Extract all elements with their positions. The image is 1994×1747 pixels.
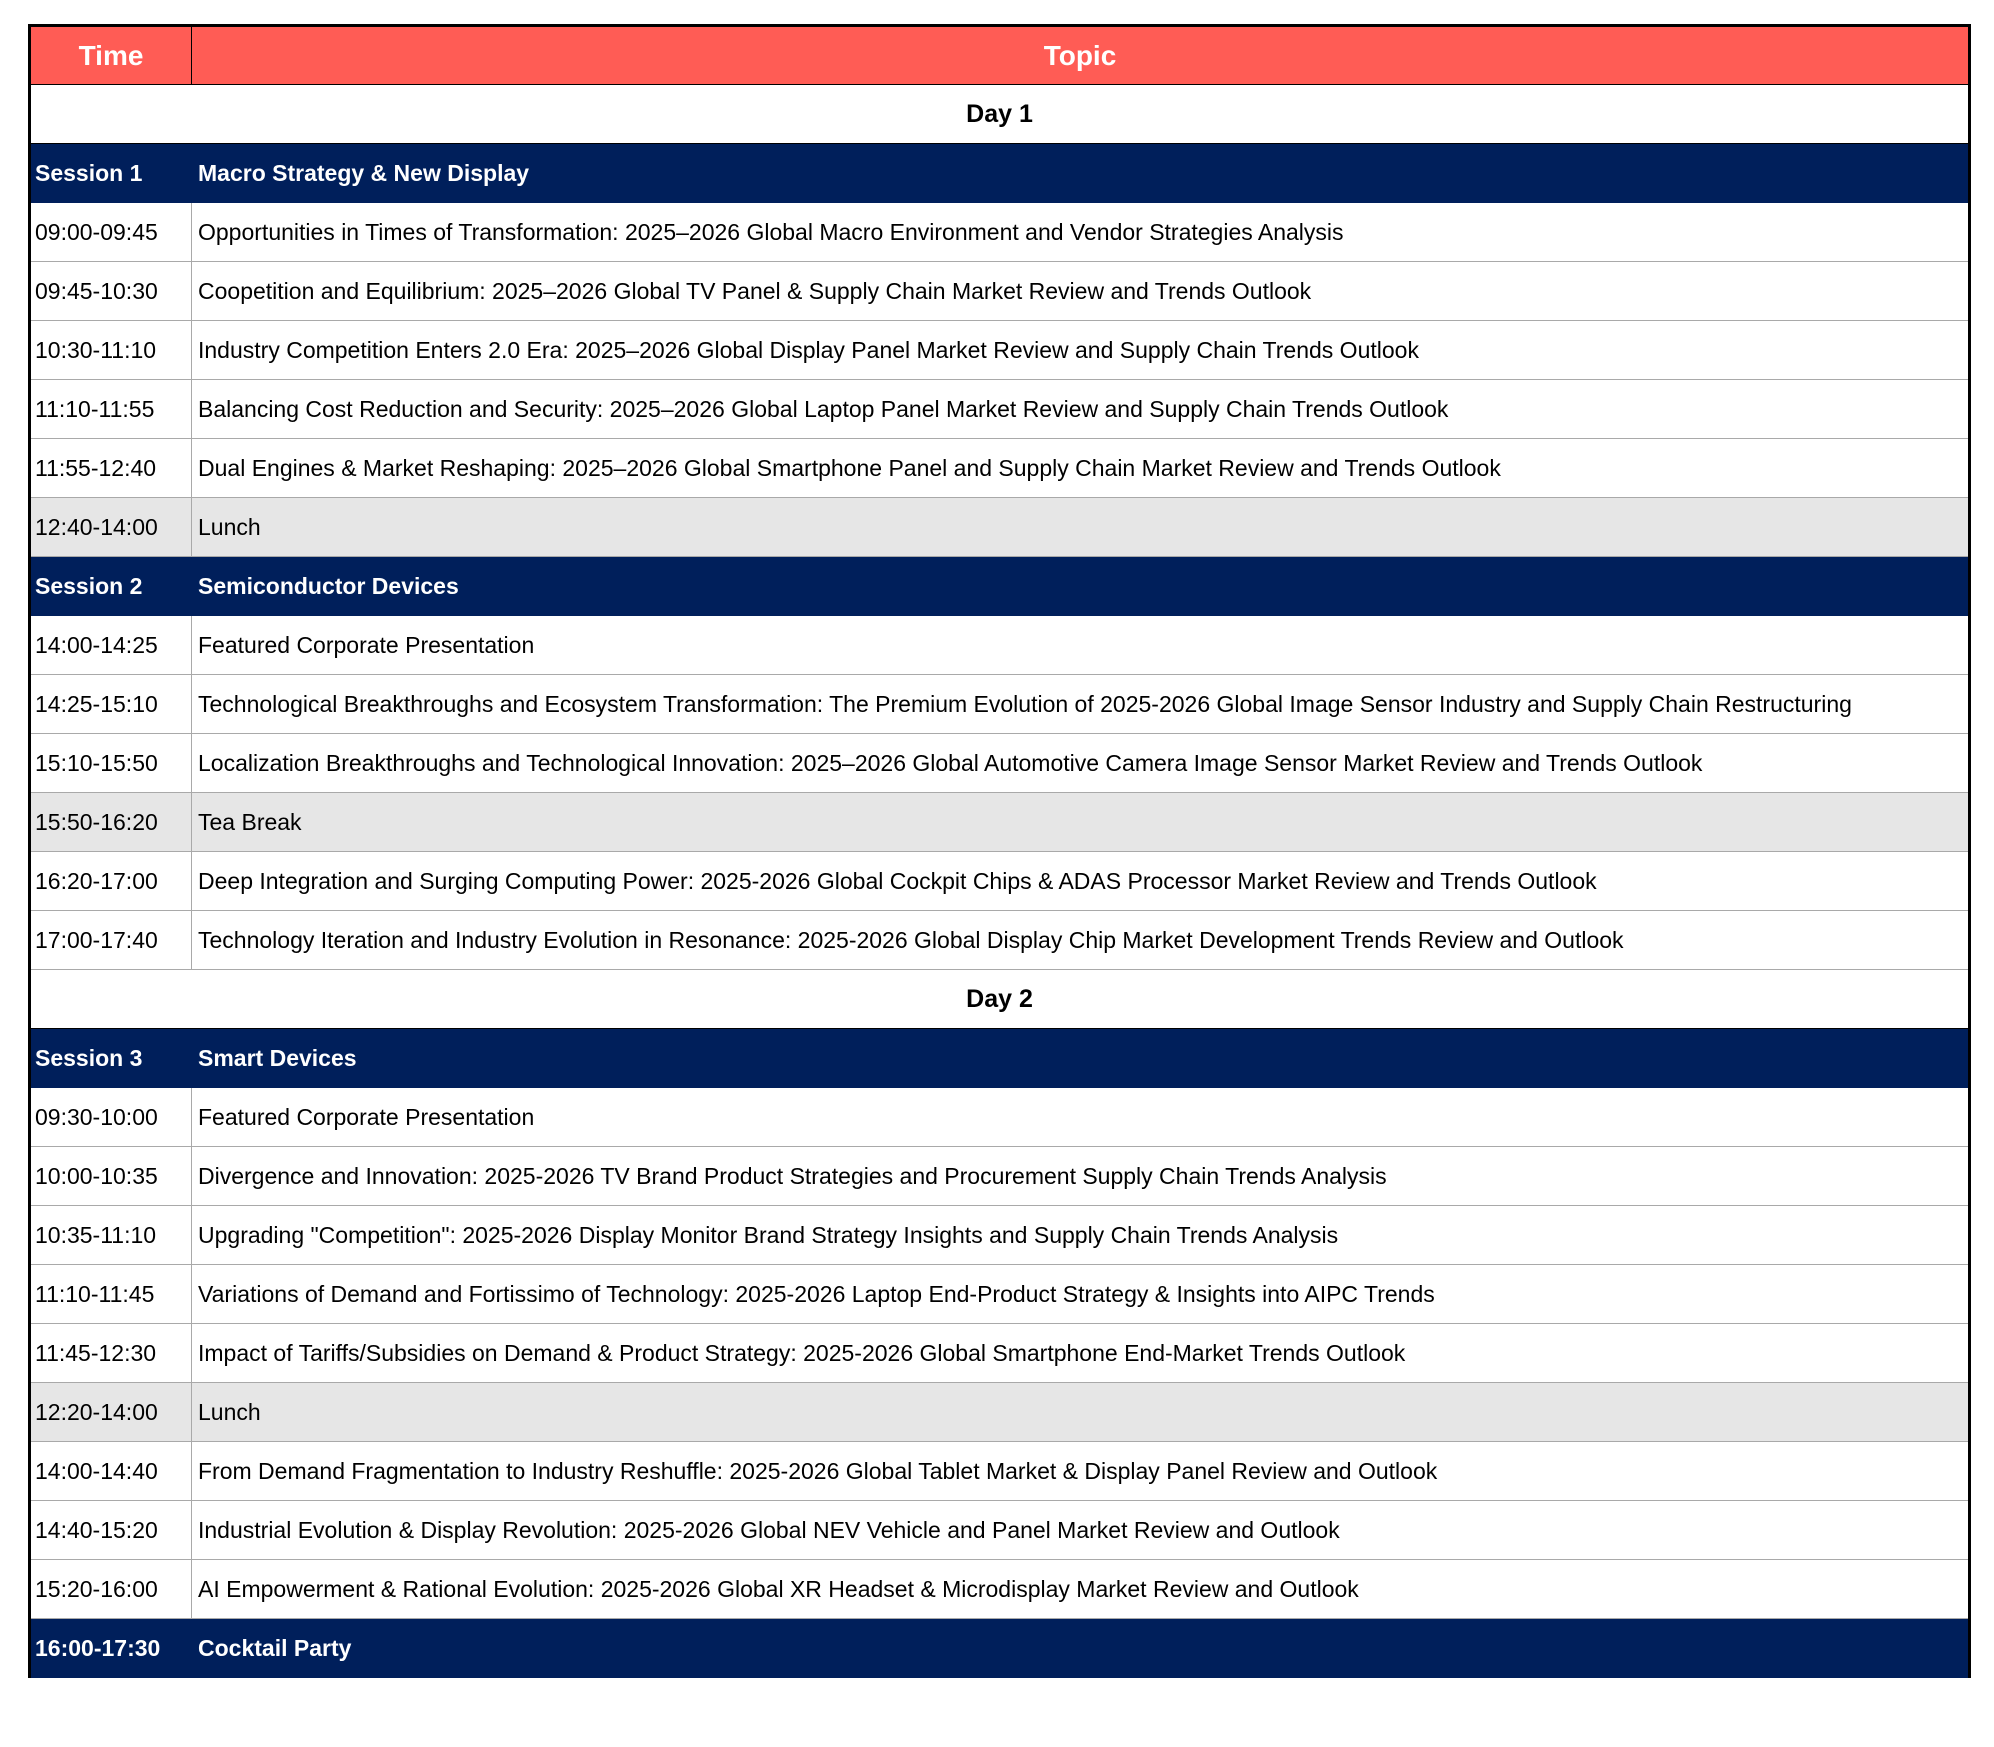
time-cell: 14:00-14:25 [30,616,192,675]
time-column-header: Time [30,26,192,85]
day-label: Day 2 [30,970,1970,1029]
session-time-cell: 16:00-17:30 [30,1619,192,1678]
session-title-cell: Smart Devices [192,1029,1970,1088]
session-time-cell: Session 1 [30,144,192,203]
break-row [30,498,1970,557]
topic-cell: Impact of Tariffs/Subsidies on Demand & Product Strategy: 2025-2026 Global Smartphone End-Market Trends Outlook [192,1324,1970,1383]
topic-cell: Industry Competition Enters 2.0 Era: 2025–2026 Global Display Panel Market Review and Supply Chain Trends Outlook [192,321,1970,380]
time-cell: 15:20-16:00 [30,1560,192,1619]
table-row [30,1560,1970,1619]
time-cell: 17:00-17:40 [30,911,192,970]
table-row [30,321,1970,380]
table-row [30,1501,1970,1560]
time-cell: 15:10-15:50 [30,734,192,793]
break-row [30,1383,1970,1442]
topic-cell: Lunch [192,1383,1970,1442]
time-cell: 14:00-14:40 [30,1442,192,1501]
session-row [30,557,1970,616]
session-title-cell: Macro Strategy & New Display [192,144,1970,203]
time-cell: 11:10-11:45 [30,1265,192,1324]
topic-column-header: Topic [192,26,1970,85]
time-cell: 11:45-12:30 [30,1324,192,1383]
day-header-row [30,970,1970,1029]
topic-cell: Industrial Evolution & Display Revolution: 2025-2026 Global NEV Vehicle and Panel Market Review and Outlook [192,1501,1970,1560]
table-row [30,1265,1970,1324]
time-cell: 16:20-17:00 [30,852,192,911]
day-label: Day 1 [30,85,1970,144]
table-row [30,439,1970,498]
topic-cell: Dual Engines & Market Reshaping: 2025–2026 Global Smartphone Panel and Supply Chain Market Review and Trends Outlook [192,439,1970,498]
table-row [30,675,1970,734]
topic-cell: Featured Corporate Presentation [192,1088,1970,1147]
session-time-cell: Session 3 [30,1029,192,1088]
time-cell: 14:40-15:20 [30,1501,192,1560]
table-row [30,380,1970,439]
day-header-row [30,85,1970,144]
topic-cell: AI Empowerment & Rational Evolution: 2025-2026 Global XR Headset & Microdisplay Market Review and Outlook [192,1560,1970,1619]
agenda-body [30,85,1970,1678]
topic-cell: Technological Breakthroughs and Ecosystem Transformation: The Premium Evolution of 2025-2026 Global Image Sensor Industry and Supply Chain Restructuring [192,675,1970,734]
table-header-row [30,26,1970,85]
time-cell: 11:10-11:55 [30,380,192,439]
table-row [30,1147,1970,1206]
agenda-table [28,24,1971,1678]
topic-cell: Opportunities in Times of Transformation: 2025–2026 Global Macro Environment and Vendor Strategies Analysis [192,203,1970,262]
topic-cell: Technology Iteration and Industry Evolution in Resonance: 2025-2026 Global Display Chip Market Development Trends Review and Outlook [192,911,1970,970]
topic-cell: Upgrading "Competition": 2025-2026 Display Monitor Brand Strategy Insights and Supply Chain Trends Analysis [192,1206,1970,1265]
topic-cell: Localization Breakthroughs and Technological Innovation: 2025–2026 Global Automotive Camera Image Sensor Market Review and Trends Outlook [192,734,1970,793]
topic-cell: Tea Break [192,793,1970,852]
session-row [30,1029,1970,1088]
time-cell: 15:50-16:20 [30,793,192,852]
time-cell: 14:25-15:10 [30,675,192,734]
table-row [30,262,1970,321]
table-row [30,203,1970,262]
session-row [30,144,1970,203]
time-cell: 12:40-14:00 [30,498,192,557]
session-row [30,1619,1970,1678]
break-row [30,793,1970,852]
time-cell: 10:00-10:35 [30,1147,192,1206]
session-title-cell: Semiconductor Devices [192,557,1970,616]
topic-cell: From Demand Fragmentation to Industry Reshuffle: 2025-2026 Global Tablet Market & Display Panel Review and Outlook [192,1442,1970,1501]
session-title-cell: Cocktail Party [192,1619,1970,1678]
time-cell: 09:45-10:30 [30,262,192,321]
topic-cell: Divergence and Innovation: 2025-2026 TV Brand Product Strategies and Procurement Supply Chain Trends Analysis [192,1147,1970,1206]
table-row [30,1324,1970,1383]
topic-cell: Balancing Cost Reduction and Security: 2025–2026 Global Laptop Panel Market Review and Supply Chain Trends Outlook [192,380,1970,439]
table-row [30,911,1970,970]
topic-cell: Featured Corporate Presentation [192,616,1970,675]
table-row [30,1206,1970,1265]
table-row [30,616,1970,675]
time-cell: 11:55-12:40 [30,439,192,498]
time-cell: 10:30-11:10 [30,321,192,380]
topic-cell: Lunch [192,498,1970,557]
session-time-cell: Session 2 [30,557,192,616]
table-row [30,1088,1970,1147]
table-row [30,1442,1970,1501]
time-cell: 12:20-14:00 [30,1383,192,1442]
table-row [30,852,1970,911]
topic-cell: Variations of Demand and Fortissimo of Technology: 2025-2026 Laptop End-Product Strategy & Insights into AIPC Trends [192,1265,1970,1324]
topic-cell: Coopetition and Equilibrium: 2025–2026 Global TV Panel & Supply Chain Market Review and Trends Outlook [192,262,1970,321]
topic-cell: Deep Integration and Surging Computing Power: 2025-2026 Global Cockpit Chips & ADAS Processor Market Review and Trends Outlook [192,852,1970,911]
time-cell: 10:35-11:10 [30,1206,192,1265]
time-cell: 09:00-09:45 [30,203,192,262]
table-row [30,734,1970,793]
time-cell: 09:30-10:00 [30,1088,192,1147]
